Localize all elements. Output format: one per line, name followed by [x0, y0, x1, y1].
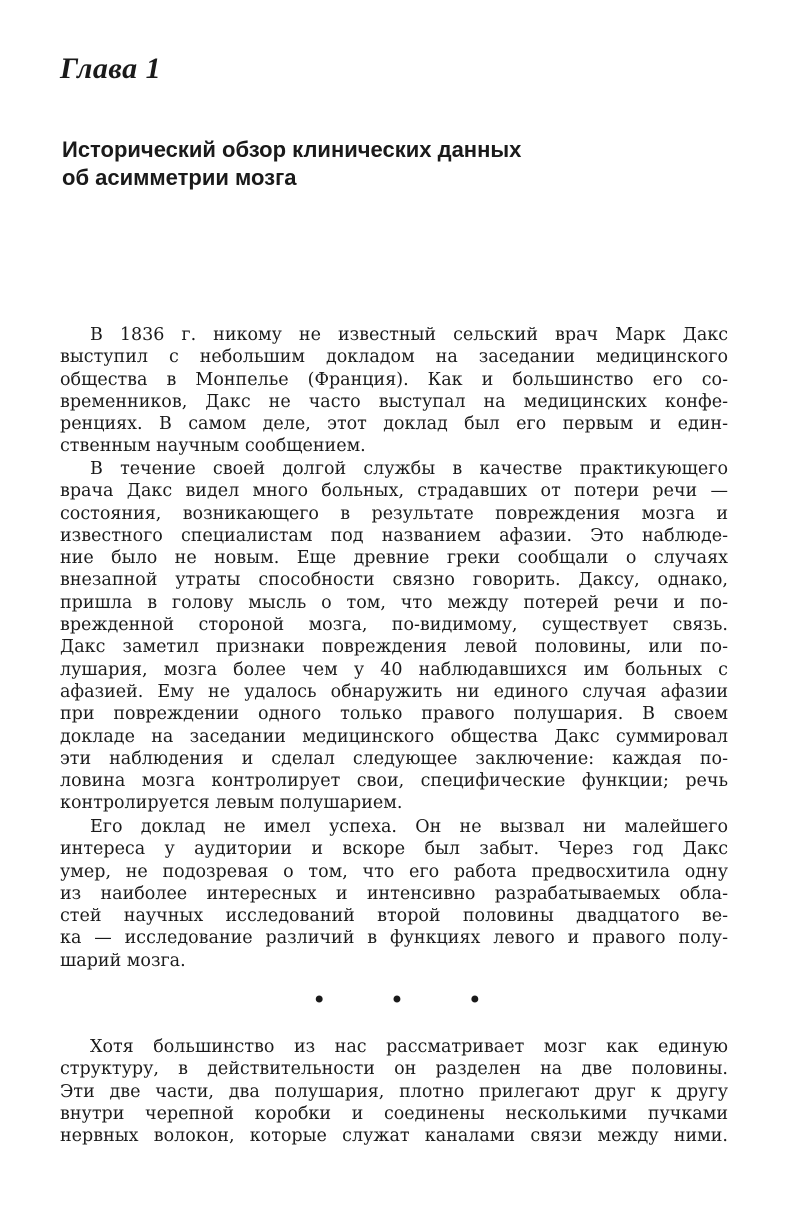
section-separator: • • • — [312, 986, 510, 1014]
text-line: интереса у аудитории и вскоре был забыт. Через год Дакс — [60, 839, 728, 860]
text-line: В 1836 г. никому не известный сельский врач Марк Дакс — [90, 325, 728, 345]
text-line: ственным научным сообщением. — [60, 436, 366, 457]
text-line: известного специалистам под названием афазии. Это наблюде- — [60, 525, 728, 546]
text-line: временников, Дакс не часто выступал на медицинских конфе- — [60, 391, 728, 412]
text-line: внезапной утраты способности связно говорить. Даксу, однако, — [60, 570, 728, 591]
text-line: структуру, в действительности он разделен на две половины. — [60, 1059, 728, 1080]
text-line: общества в Монпелье (Франция). Как и большинство его со- — [60, 369, 728, 390]
chapter-label: Глава 1 — [60, 52, 162, 85]
text-line: докладе на заседании медицинского общества Дакс суммировал — [60, 726, 728, 747]
chapter-title — [62, 136, 622, 192]
paragraph-2 — [60, 458, 728, 815]
text-line: контролируется левым полушарием. — [60, 793, 403, 814]
chapter-title-line: об асимметрии мозга — [62, 165, 297, 190]
text-line: из наиболее интересных и интенсивно разрабатываемых обла- — [60, 883, 728, 904]
chapter-title-line: Исторический обзор клинических данных — [62, 137, 522, 162]
text-line: стей научных исследований второй половины двадцатого ве- — [60, 906, 728, 927]
text-line: ловина мозга контролирует свои, специфические функции; речь — [60, 771, 728, 792]
paragraph-1 — [60, 324, 728, 458]
text-line: Дакс заметил признаки повреждения левой половины, или по- — [60, 637, 728, 658]
text-line: афазией. Ему не удалось обнаружить ни единого случая афазии — [60, 681, 728, 702]
text-line: выступил с небольшим докладом на заседании медицинского — [60, 347, 728, 368]
text-line: врача Дакс видел много больных, страдавших от потери речи — — [60, 481, 728, 502]
text-line: пришла в голову мысль о том, что между потерей речи и по- — [60, 592, 728, 613]
text-line: состояния, возникающего в результате повреждения мозга и — [60, 503, 728, 524]
text-line: Хотя большинство из нас рассматривает мозг как единую — [90, 1037, 728, 1057]
text-line: внутри черепной коробки и соединены несколькими пучками — [60, 1103, 728, 1124]
paragraph-4 — [60, 1036, 728, 1147]
text-line: ние было не новым. Еще древние греки сообщали о случаях — [60, 548, 728, 569]
text-line: Эти две части, два полушария, плотно прилегают друг к другу — [60, 1081, 728, 1102]
text-line: эти наблюдения и сделал следующее заключение: каждая по- — [60, 748, 728, 769]
text-line: ка — исследование различий в функциях левого и правого полу- — [60, 928, 728, 949]
text-line: нервных волокон, которые служат каналами связи между ними. — [60, 1126, 728, 1147]
text-line: умер, не подозревая о том, что его работа предвосхитила одну — [60, 861, 728, 882]
text-line: шарий мозга. — [60, 950, 186, 971]
paragraph-3 — [60, 816, 728, 972]
text-line: Его доклад не имел успеха. Он не вызвал ни малейшего — [90, 817, 728, 837]
text-line: В течение своей долгой службы в качестве практикующего — [90, 459, 728, 479]
text-line: лушария, мозга более чем у 40 наблюдавшихся им больных с — [60, 659, 728, 680]
text-line: ренциях. В самом деле, этот доклад был его первым и един- — [60, 414, 728, 435]
text-line: при повреждении одного только правого полушария. В своем — [60, 704, 728, 725]
text-line: врежденной стороной мозга, по-видимому, существует связь. — [60, 615, 728, 636]
